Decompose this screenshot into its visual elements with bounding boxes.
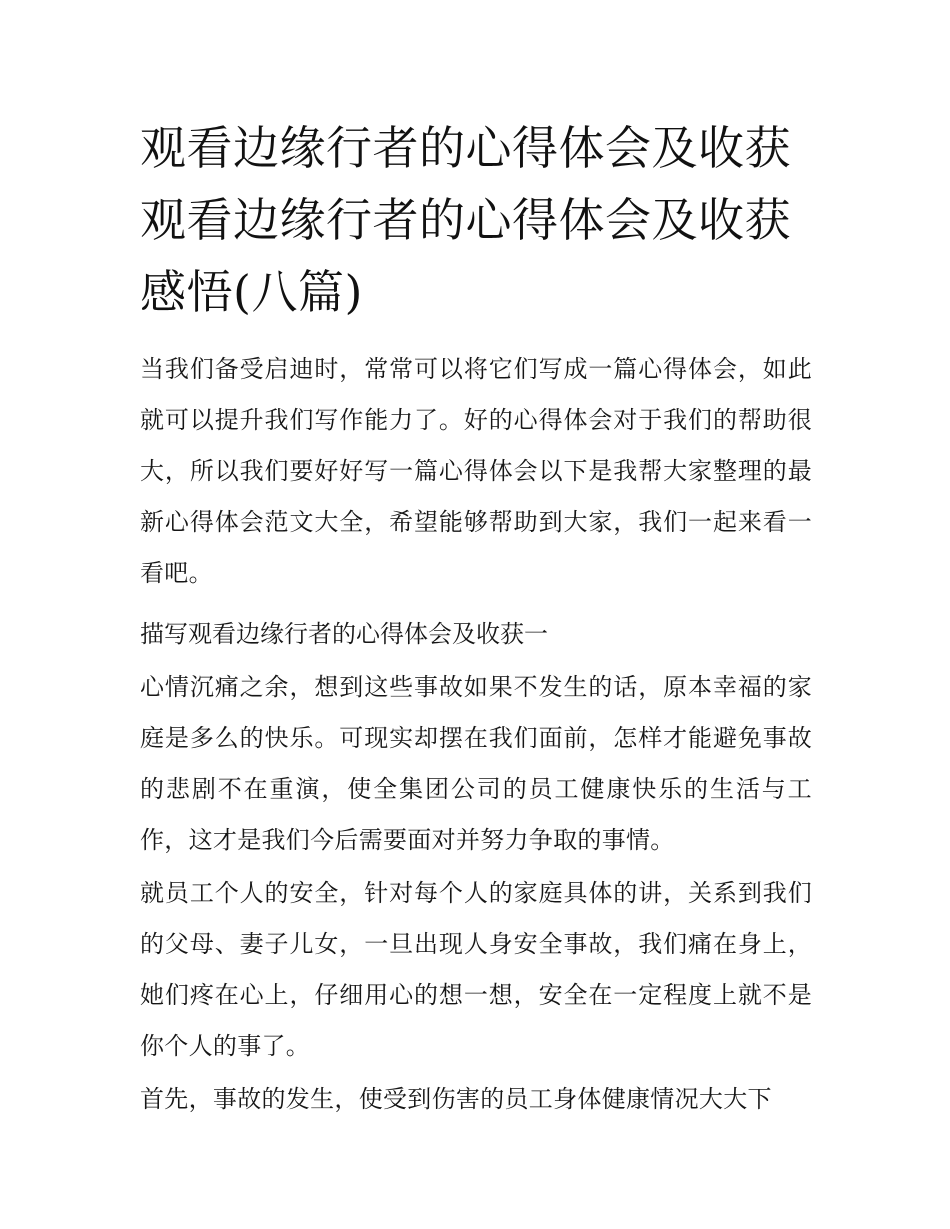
section-heading: 描写观看边缘行者的心得体会及收获一 (140, 620, 548, 648)
body-paragraph: 首先，事故的发生，使受到伤害的员工身体健康情况大大下 (140, 1085, 772, 1113)
document-title: 观看边缘行者的心得体会及收获 观看边缘行者的心得体会及收获感悟(八篇) (140, 121, 791, 319)
body-paragraph: 就员工个人的安全，针对每个人的家庭具体的讲，关系到我们的父母、妻子儿女，一旦出现人身安全事故，我们痛在身上，她们疼在心上，仔细用心的想一想，安全在一定程度上就不是你个人的事了。 (140, 879, 812, 1060)
intro-paragraph: 当我们备受启迪时，常常可以将它们写成一篇心得体会，如此就可以提升我们写作能力了。好的心得体会对于我们的帮助很大，所以我们要好好写一篇心得体会以下是我帮大家整理的最新心得体会范文大全，希望能够帮助到大家，我们一起来看一看吧。 (140, 355, 812, 587)
document-body (140, 112, 812, 1125)
body-paragraph: 心情沉痛之余，想到这些事故如果不发生的话，原本幸福的家庭是多么的快乐。可现实却摆在我们面前，怎样才能避免事故的悲剧不在重演，使全集团公司的员工健康快乐的生活与工作，这才是我们今后需要面对并努力争取的事情。 (140, 673, 812, 854)
